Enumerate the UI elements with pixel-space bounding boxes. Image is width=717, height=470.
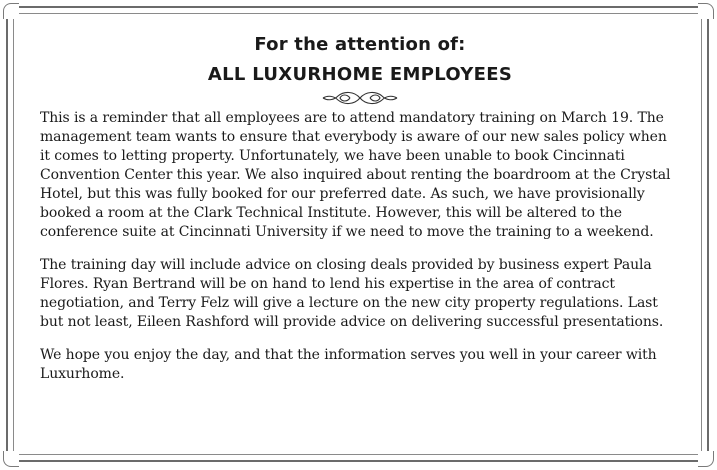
corner-ornament-bottom-left (3, 451, 19, 467)
notice-paragraph-3: We hope you enjoy the day, and that the information serves you well in your career with Luxurhome. (40, 347, 657, 382)
corner-ornament-top-left (3, 3, 19, 19)
notice-recipients: ALL LUXURHOME EMPLOYEES (207, 64, 513, 85)
notice-content (40, 34, 680, 384)
notice-paragraph-2: The training day will include advice on closing deals provided by business expert Paula Flores. Ryan Bertrand will be on hand to lend his expertise in the area of contract negotiation, and Terry Felz will give a lecture on the new city property regulations. Last but not least, Eileen Rashford will provide advice on delivering successful presentations. (40, 257, 664, 330)
corner-ornament-top-right (698, 3, 714, 19)
corner-ornament-bottom-right (698, 451, 714, 467)
notice-heading: For the attention of: (254, 34, 466, 55)
flourish-ornament-icon (320, 89, 400, 107)
notice-paragraph-1: This is a reminder that all employees are to attend mandatory training on March 19. The management team wants to ensure that everybody is aware of our new sales policy when it comes to letting property. Unfortunately, we have been unable to book Cincinnati Convention Center this year. We also inquired about renting the boardroom at the Crystal Hotel, but this was fully booked for our preferred date. As such, we have provisionally booked a room at the Clark Technical Institute. However, this will be altered to the conference suite at Cincinnati University if we need to move the training to a weekend. (40, 110, 671, 240)
